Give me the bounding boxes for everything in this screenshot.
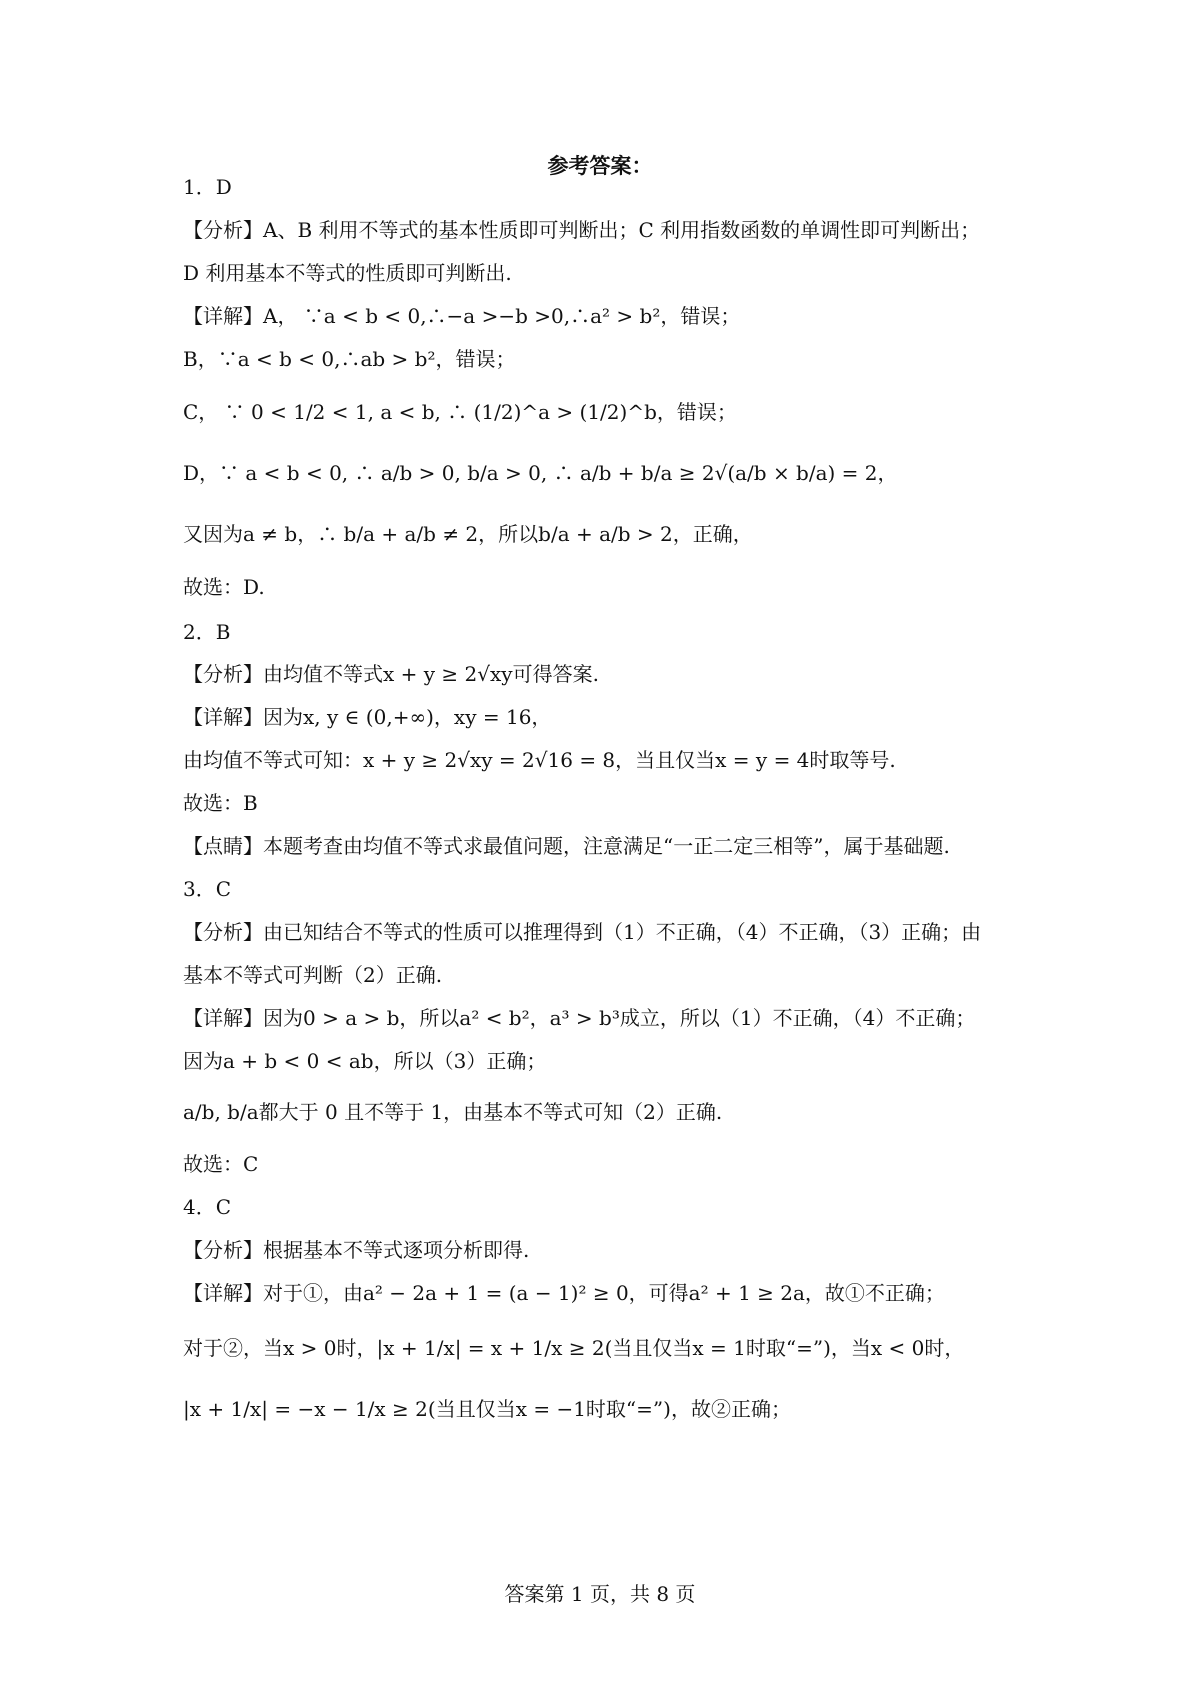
q2-analysis: 【分析】由均值不等式x + y ≥ 2√xy可得答案. <box>183 662 599 686</box>
q1-analysis-line-2: D 利用基本不等式的性质即可判断出. <box>183 261 512 285</box>
page-title: 参考答案： <box>547 153 653 178</box>
q3-detail-line-2: 因为a + b < 0 < ab，所以（3）正确； <box>183 1049 547 1073</box>
page-footer: 答案第 1 页，共 8 页 <box>504 1582 696 1606</box>
q2-comment: 【点睛】本题考查由均值不等式求最值问题，注意满足“一正二定三相等”，属于基础题. <box>183 834 950 858</box>
q1-detail-a: 【详解】A， ∵a < b < 0,∴−a >−b >0,∴a² > b²，错误； <box>183 304 741 328</box>
q3-detail-line-1: 【详解】因为0 > a > b，所以a² < b²，a³ > b³成立，所以（1）不正确，（4）不正确； <box>183 1006 976 1030</box>
question-1-answer: 1．D <box>183 175 232 199</box>
q3-detail-line-3: a/b, b/a都大于 0 且不等于 1，由基本不等式可知（2）正确. <box>183 1100 723 1124</box>
q1-detail-c: C， ∵ 0 < 1/2 < 1, a < b, ∴ (1/2)^a > (1/2)^b，错误； <box>183 400 737 424</box>
question-2-answer: 2．B <box>183 620 231 644</box>
question-3-answer: 3．C <box>183 877 232 901</box>
q1-detail-d: D，∵ a < b < 0, ∴ a/b > 0, b/a > 0, ∴ a/b + b/a ≥ 2√(a/b × b/a) = 2， <box>183 461 898 485</box>
q4-analysis: 【分析】根据基本不等式逐项分析即得. <box>183 1238 530 1262</box>
q1-choice: 故选：D. <box>183 575 265 599</box>
q2-detail-line-2: 由均值不等式可知：x + y ≥ 2√xy = 2√16 = 8，当且仅当x = y = 4时取等号. <box>183 748 896 772</box>
q2-detail-line-1: 【详解】因为x, y ∈ (0,+∞)，xy = 16， <box>183 705 552 729</box>
q4-detail-line-3: |x + 1/x| = −x − 1/x ≥ 2(当且仅当x = −1时取“=”)，故②正确； <box>183 1397 791 1421</box>
q4-detail-line-1: 【详解】对于①，由a² − 2a + 1 = (a − 1)² ≥ 0，可得a² + 1 ≥ 2a，故①不正确； <box>183 1281 945 1305</box>
q2-choice: 故选：B <box>183 791 258 815</box>
q1-analysis-line-1: 【分析】A、B 利用不等式的基本性质即可判断出；C 利用指数函数的单调性即可判断出； <box>183 218 981 242</box>
q3-analysis-line-1: 【分析】由已知结合不等式的性质可以推理得到（1）不正确，（4）不正确，（3）正确；由 <box>183 920 982 944</box>
q1-detail-e: 又因为a ≠ b，∴ b/a + a/b ≠ 2，所以b/a + a/b > 2，正确， <box>183 522 753 546</box>
q3-choice: 故选：C <box>183 1152 259 1176</box>
q3-analysis-line-2: 基本不等式可判断（2）正确. <box>183 963 443 987</box>
q4-detail-line-2: 对于②，当x > 0时，|x + 1/x| = x + 1/x ≥ 2(当且仅当x = 1时取“=”)，当x < 0时， <box>183 1336 965 1360</box>
q1-detail-b: B，∵a < b < 0,∴ab > b²，错误； <box>183 347 516 371</box>
question-4-answer: 4．C <box>183 1195 232 1219</box>
